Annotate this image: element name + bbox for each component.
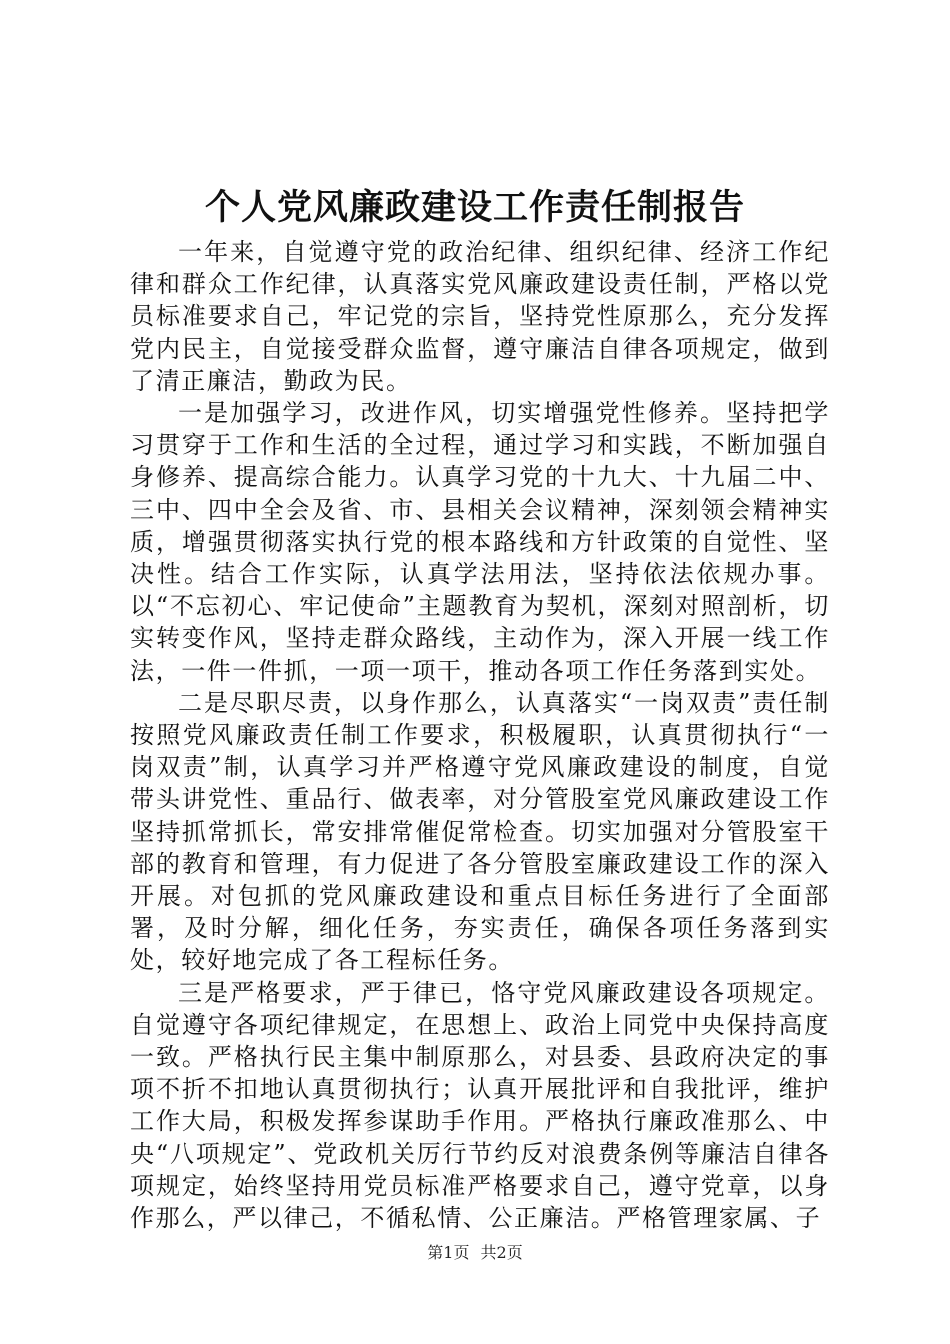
page-footer <box>0 1241 950 1265</box>
paragraph-responsibility: 二是尽职尽责，以身作那么，认真落实“一岗双责”责任制按照党风廉政责任制工作要求，积极履职，认真贯彻执行“一岗双责”制，认真学习并严格遵守党风廉政建设的制度，自觉带头讲党性、重品行、做表率，对分管股室党风廉政建设工作坚持抓常抓长，常安排常催促常检查。切实加强对分管股室干部的教育和管理，有力促进了各分管股室廉政建设工作的深入开展。对包抓的党风廉政建设和重点目标任务进行了全面部署，及时分解，细化任务，夯实责任，确保各项任务落到实处，较好地完成了各工程标任务。 <box>130 688 830 975</box>
page-number-current: 第1页 <box>427 1243 470 1262</box>
paragraph-discipline: 三是严格要求，严于律已，恪守党风廉政建设各项规定。自觉遵守各项纪律规定，在思想上、政治上同党中央保持高度一致。严格执行民主集中制原那么，对县委、县政府决定的事项不折不扣地认真贯彻执行；认真开展批评和自我批评，维护工作大局，积极发挥参谋助手作用。严格执行廉政准那么、中央“八项规定”、党政机关厉行节约反对浪费条例等廉洁自律各项规定，始终坚持用党员标准严格要求自己，遵守党章，以身作那么，严以律己，不循私情、公正廉洁。严格管理家属、子 <box>130 978 830 1233</box>
paragraph-intro: 一年来，自觉遵守党的政治纪律、组织纪律、经济工作纪律和群众工作纪律，认真落实党风廉政建设责任制，严格以党员标准要求自己，牢记党的宗旨，坚持党性原那么，充分发挥党内民主，自觉接受群众监督，遵守廉洁自律各项规定，做到了清正廉洁，勤政为民。 <box>130 238 830 395</box>
document-title: 个人党风廉政建设工作责任制报告 <box>204 187 745 228</box>
document-body <box>130 236 830 1234</box>
page-number-total: 共2页 <box>480 1243 523 1262</box>
paragraph-study: 一是加强学习，改进作风，切实增强党性修养。坚持把学习贯穿于工作和生活的全过程，通过学习和实践，不断加强自身修养、提高综合能力。认真学习党的十九大、十九届二中、三中、四中全会及省、市、县相关会议精神，深刻领会精神实质，增强贯彻落实执行党的根本路线和方针政策的自觉性、坚决性。结合工作实际，认真学法用法，坚持依法依规办事。以“不忘初心、牢记使命”主题教育为契机，深刻对照剖析，切实转变作风，坚持走群众路线，主动作为，深入开展一线工作法，一件一件抓，一项一项干，推动各项工作任务落到实处。 <box>130 399 830 685</box>
